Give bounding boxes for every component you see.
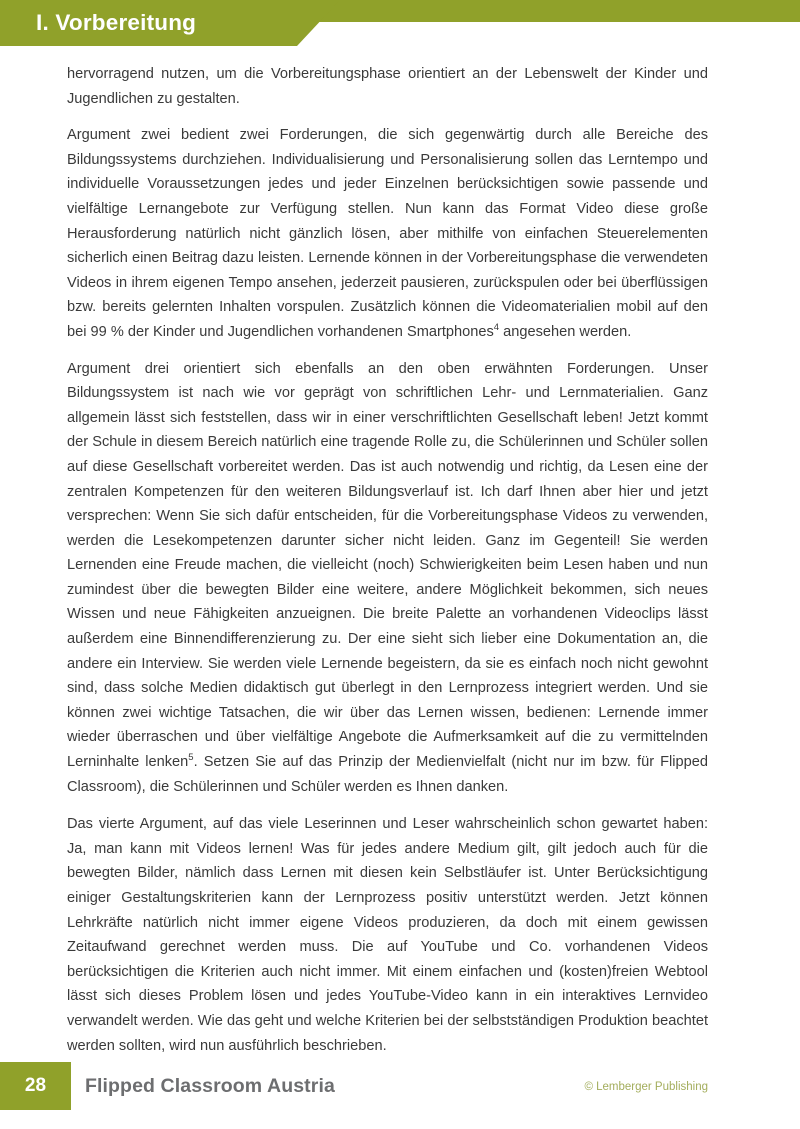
paragraph-3-text: Argument drei orientiert sich ebenfalls an den oben erwähnten Forderungen. Unser Bildungssystem ist nach wie vor geprägt von schriftlichen Lehr- und Lernmaterialien. Ganz allgemein lässt sich feststellen, dass wir in einer verschriftlichten Gesellschaft leben! Jetzt kommt der Schule in diesem Bereich natürlich eine tragende Rolle zu, die Schülerinnen und Schüler sollen auf diese Gesellschaft vorbereitet werden. Das ist auch notwendig und richtig, da Lesen eine der zentralen Kompetenzen für den weiteren Bildungsverlauf ist. Ich darf Ihnen aber hier und jetzt versprechen: Wenn Sie sich dafür entscheiden, für die Vorbereitungsphase Videos zu verwenden, werden die Lesekompetenzen darunter sicher nicht leiden. Ganz im Gegenteil! Sie werden Lernenden eine Freude machen, die vielleicht (noch) Schwierigkeiten beim Lesen haben und nun zumindest über die bewegten Bilder eine weitere, andere Möglichkeit bekommen, sich neues Wissen und neue Fähigkeiten anzueignen. Die breite Palette an vorhandenen Videoclips lässt außerdem eine Binnendifferenzierung zu. Der eine sieht sich lieber eine Dokumentation an, die andere ein Interview. Sie werden viele Lernende begeistern, da sie es einfach noch nicht gewohnt sind, dass solche Medien didaktisch gut überlegt in den Lernprozess integriert werden. Und sie können zwei wichtige Tatsachen, die wir über das Lernen wissen, bedienen: Lernende immer wieder überraschen und über vielfältige Angebote die Aufmerksamkeit auf die zu vermittelnden Lerninhalte lenken [67, 360, 708, 771]
paragraph-1 [67, 62, 708, 111]
paragraph-1-text: hervorragend nutzen, um die Vorbereitungsphase orientiert an der Lebenswelt der Kinder und Jugendlichen zu gestalten. [67, 66, 708, 107]
copyright-notice: © Lemberger Publishing [584, 1081, 708, 1093]
book-title: Flipped Classroom Austria [85, 1075, 335, 1097]
page-header [0, 0, 800, 46]
paragraph-3-tail: . Setzen Sie auf das Prinzip der Medienvielfalt (nicht nur im bzw. für Flipped Classroom), die Schülerinnen und Schüler werden es Ihnen danken. [67, 754, 708, 795]
paragraph-2 [67, 123, 708, 344]
paragraph-4-text: Das vierte Argument, auf das viele Leserinnen und Leser wahrscheinlich schon gewartet haben: Ja, man kann mit Videos lernen! Was für jedes andere Medium gilt, gilt jedoch auch für die bewegten Bilder, nämlich dass Lernen mit diesen kein Selbstläufer ist. Unter Berücksichtigung einiger Gestaltungskriterien kann der Lernprozess positiv unterstützt werden. Jetzt können Lehrkräfte natürlich nicht immer eigene Videos produzieren, da doch mit einem gewissen Zeitaufwand gerechnet werden muss. Die auf YouTube und Co. vorhandenen Videos berücksichtigen die Kriterien auch nicht immer. Mit einem einfachen und (kosten)freien Webtool lässt sich dieses Problem lösen und jedes YouTube-Video kann in ein interaktives Lernvideo verwandelt werden. Wie das geht und welche Kriterien bei der selbstständigen Produktion beachtet werden sollten, wird nun ausführlich beschrieben. [67, 816, 708, 1054]
paragraph-4 [67, 812, 708, 1058]
paragraph-2-tail: angesehen werden. [499, 323, 632, 340]
page-number: 28 [24, 1075, 47, 1096]
page-title: I. Vorbereitung [36, 10, 197, 35]
footnote-marker-4: 4 [493, 322, 500, 334]
document-body [67, 62, 708, 1058]
paragraph-3 [67, 357, 708, 800]
footnote-marker-5: 5 [188, 752, 194, 764]
page-footer [0, 1062, 800, 1129]
paragraph-2-text: Argument zwei bedient zwei Forderungen, die sich gegenwärtig durch alle Bereiche des Bildungssystems durchziehen. Individualisierung und Personalisierung sollen das Lerntempo und individuelle Voraussetzungen jedes und jeder Einzelnen berücksichtigen sowie passende und vielfältige Lernangebote zur Verfügung stellen. Nun kann das Format Video diese große Herausforderung natürlich nicht gänzlich lösen, aber mithilfe von einfachen Steuerelementen sicherlich einen Beitrag dazu leisten. Lernende können in der Vorbereitungsphase die verwendeten Videos in ihrem eigenen Tempo ansehen, jederzeit pausieren, zurückspulen oder bei überflüssigen bzw. bereits gelernten Inhalten vorspulen. Zusätzlich können die Videomaterialien mobil auf den bei 99 % der Kinder und Jugendlichen vorhandenen Smartphones [67, 127, 708, 340]
